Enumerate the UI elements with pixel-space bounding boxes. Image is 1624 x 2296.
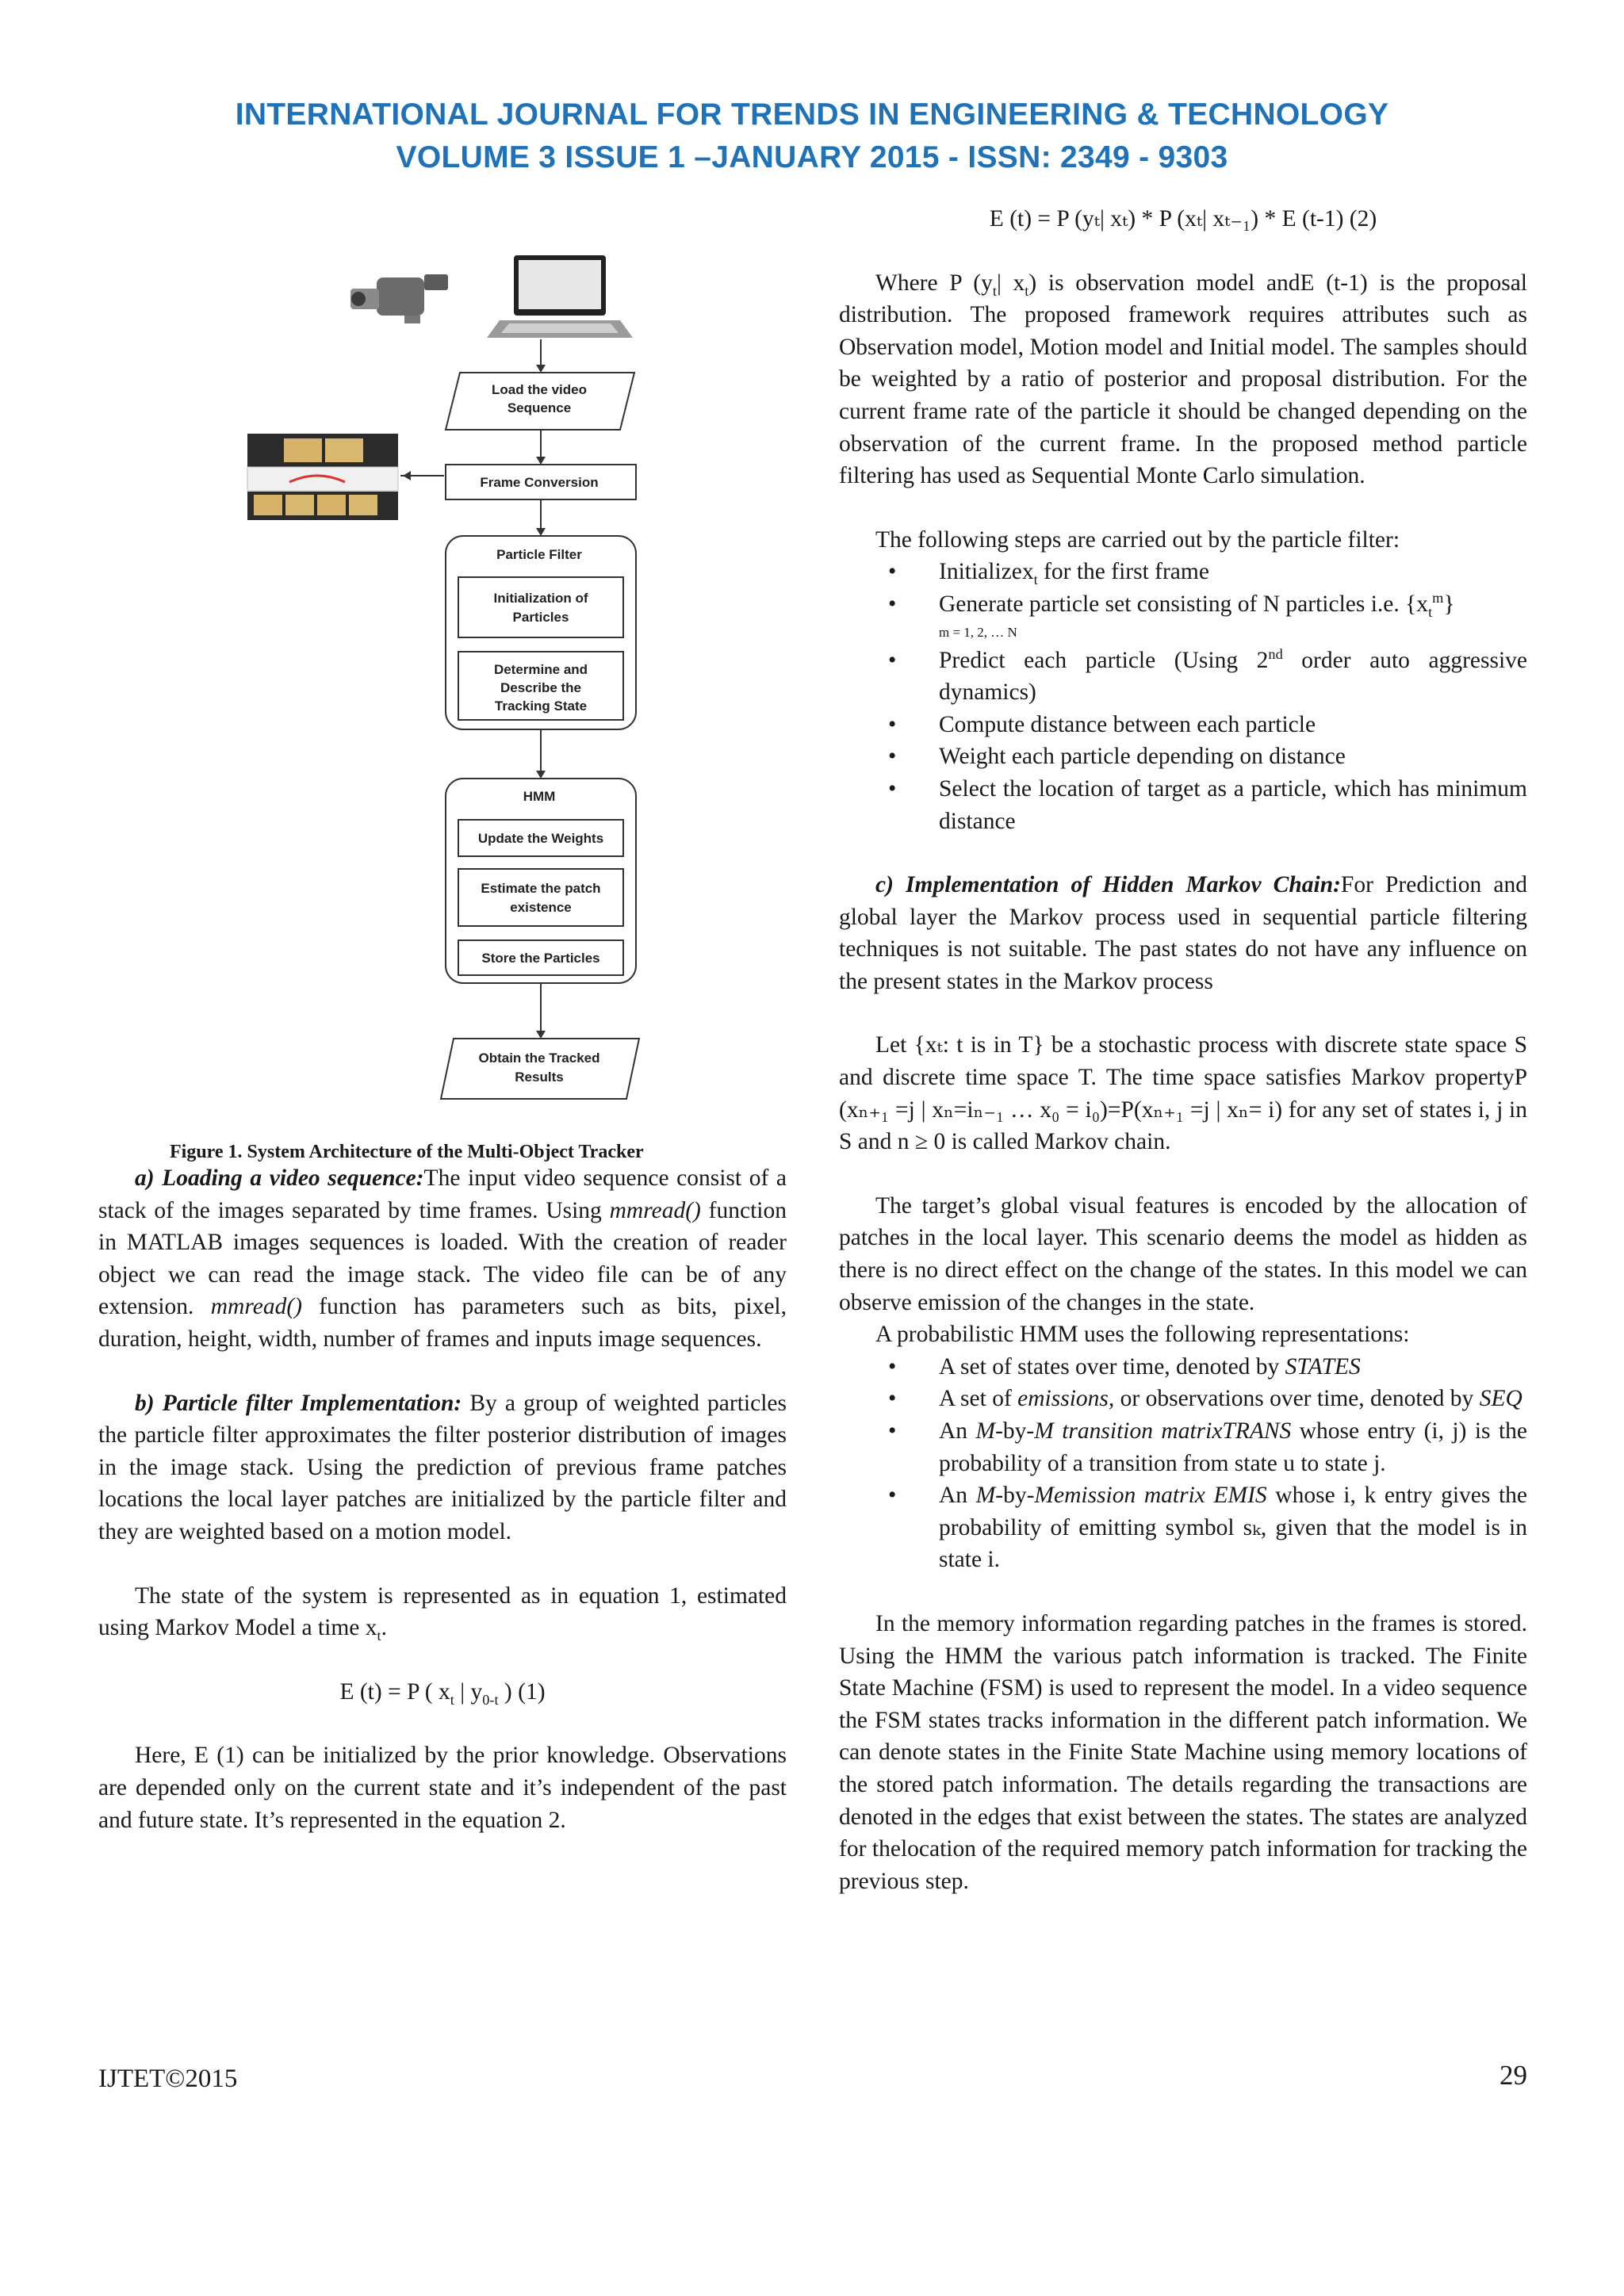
section-b-title: b) Particle filter Implementation: bbox=[135, 1390, 462, 1416]
laptop-icon bbox=[487, 255, 633, 338]
equation-2: E (t) = P (yₜ| xₜ) * P (xₜ| xₜ₋₁) * E (t-1) (2) bbox=[989, 206, 1377, 232]
determine-line2: Describe the bbox=[500, 680, 582, 695]
page-number: 29 bbox=[1500, 2060, 1527, 2091]
state-paragraph: The state of the system is represented as in equation 1, estimated using Markov Model a time $x_t$. bbox=[98, 1582, 787, 1644]
list-item: • A set of emissions, or observations over time, denoted by SEQ bbox=[839, 1383, 1527, 1415]
estimate-line2: existence bbox=[510, 900, 572, 915]
load-node-line2: Sequence bbox=[507, 400, 572, 415]
journal-header-line2: VOLUME 3 ISSUE 1 –JANUARY 2015 - ISSN: 2349 - 9303 bbox=[396, 140, 1228, 174]
journal-header-line1: INTERNATIONAL JOURNAL FOR TRENDS IN ENGINEERING & TECHNOLOGY bbox=[235, 98, 1389, 132]
section-a-paragraph: a) Loading a video sequence:The input video sequence consist of a stack of the images separated by time frames. Using mmread() function in MATLAB images sequences is loaded. With the creation of reader object we can read the image stack. The video file can be of any extension. mmread() function has parameters such as bits, pixel, duration, height, width, number of frames and inputs image sequences. bbox=[98, 1165, 787, 1352]
list-item: • Weight each particle depending on distance bbox=[839, 740, 1527, 773]
steps-intro: The following steps are carried out by the particle filter: bbox=[875, 526, 1400, 553]
list-item: • An M-by-M transition matrixTRANS whose entry (i, j) is the probability of a transition from state u to state j. bbox=[839, 1415, 1527, 1479]
obtain-line1: Obtain the Tracked bbox=[478, 1050, 600, 1066]
figure-caption: Figure 1. System Architecture of the Multi-Object Tracker bbox=[170, 1142, 644, 1162]
init-line2: Particles bbox=[512, 610, 569, 625]
obtain-line2: Results bbox=[515, 1070, 564, 1085]
list-item: • A set of states over time, denoted by STATES bbox=[839, 1351, 1527, 1383]
film-frames-image bbox=[247, 434, 398, 520]
init-line1: Initialization of bbox=[493, 591, 588, 606]
right-column bbox=[839, 203, 1527, 1897]
section-b-paragraph: b) Particle filter Implementation: By a group of weighted particles the particle filter approximates the filter posterior distribution of images in the image stack. Using the prediction of previous frame patches locations the local layer patches are initialized by the particle filter and they are weighted based on a motion model. bbox=[98, 1390, 787, 1544]
determine-line1: Determine and bbox=[493, 662, 588, 677]
particle-filter-steps-list bbox=[839, 556, 1527, 620]
estimate-line1: Estimate the patch bbox=[481, 881, 601, 896]
video-camera-icon bbox=[350, 274, 448, 323]
estimate-patch-node bbox=[458, 869, 623, 926]
copyright-footer: IJTET©2015 bbox=[98, 2064, 238, 2093]
update-label: Update the Weights bbox=[477, 831, 604, 846]
store-label: Store the Particles bbox=[481, 951, 600, 966]
system-architecture-figure bbox=[238, 246, 650, 1110]
step2-index-note: m = 1, 2, … N bbox=[939, 624, 1017, 640]
list-item: • Predict each particle (Using 2nd order auto aggressive dynamics) bbox=[839, 645, 1527, 709]
pf-title: Particle Filter bbox=[496, 547, 582, 562]
hmm-representations-list bbox=[839, 1351, 1527, 1576]
frame-node-label: Frame Conversion bbox=[480, 475, 599, 490]
load-node-line1: Load the video bbox=[492, 382, 587, 397]
equation-1: E (t) = P ( $x_t$ | $y_{0-t}$ ) (1) bbox=[339, 1678, 546, 1708]
determine-line3: Tracking State bbox=[494, 698, 588, 714]
list-item: • Initializex$_t$ for the first frame bbox=[839, 556, 1527, 588]
list-item: • Compute distance between each particle bbox=[839, 709, 1527, 741]
init-particles-node bbox=[458, 577, 623, 637]
hmm-intro: A probabilistic HMM uses the following representations: bbox=[875, 1322, 1410, 1348]
target-paragraph: The target’s global visual features is encoded by the allocation of patches in the local layer. This scenario deems the model as hidden as there is no direct effect on the change of the states. In this model we can observe emission of the changes in the state. bbox=[839, 1192, 1527, 1315]
list-item: • Generate particle set consisting of N particles i.e. $\{x_t^m\}$ bbox=[839, 588, 1527, 621]
markov-chain-paragraph: Let {xₜ: t is in T} be a stochastic process with discrete state space S and discrete time space T. The time space satisfies Markov propertyP (xₙ₊₁ =j | xₙ=iₙ₋₁ … x₀ = i₀)=P(xₙ₊₁ =j | xₙ= i) for any set of states i, j in S and n ≥ 0 is called Markov chain. bbox=[839, 1032, 1527, 1155]
where-paragraph: Where P ($y_t|$ $x_t$) is observation model andE (t-1) is the proposal distribution. The proposed framework requires attributes such as Observation model, Motion model and Initial model. The samples should be weighted by a ratio of posterior and proposal distribution. For the current frame rate of the particle it should be changed depending on the observation of the current frame. In the proposed method particle filtering has used as Sequential Monte Carlo simulation. bbox=[839, 270, 1527, 489]
left-column bbox=[98, 1162, 787, 1836]
list-item: • Select the location of target as a particle, which has minimum distance bbox=[839, 773, 1527, 837]
obtain-results-node bbox=[441, 1039, 639, 1099]
memory-paragraph: In the memory information regarding patches in the frames is stored. Using the HMM the various patch information is tracked. The Finite State Machine (FSM) is used to represent the model. In a video sequence the FSM states tracks information in the different patch information. We can denote states in the Finite State Machine using memory locations of the stored patch information. The details regarding the transactions are denoted in the edges that exist between the states. The states are analyzed for thelocation of the required memory patch information for tracking the previous step. bbox=[839, 1610, 1527, 1894]
list-item: • An M-by-Memission matrix EMIS whose i, k entry gives the probability of emitting symbol sₖ, given that the model is in state i. bbox=[839, 1479, 1527, 1576]
section-c-paragraph: c) Implementation of Hidden Markov Chain:For Prediction and global layer the Markov process used in sequential particle filtering techniques is not suitable. The past states do not have any influence on the present states in the Markov process bbox=[839, 872, 1527, 994]
section-c-title: c) Implementation of Hidden Markov Chain: bbox=[875, 872, 1341, 898]
section-a-title: a) Loading a video sequence: bbox=[135, 1165, 424, 1191]
hmm-title: HMM bbox=[523, 789, 556, 804]
here-paragraph: Here, E (1) can be initialized by the prior knowledge. Observations are depended only on the current state and it’s independent of the past and future state. It’s represented in the equation 2. bbox=[98, 1743, 787, 1833]
